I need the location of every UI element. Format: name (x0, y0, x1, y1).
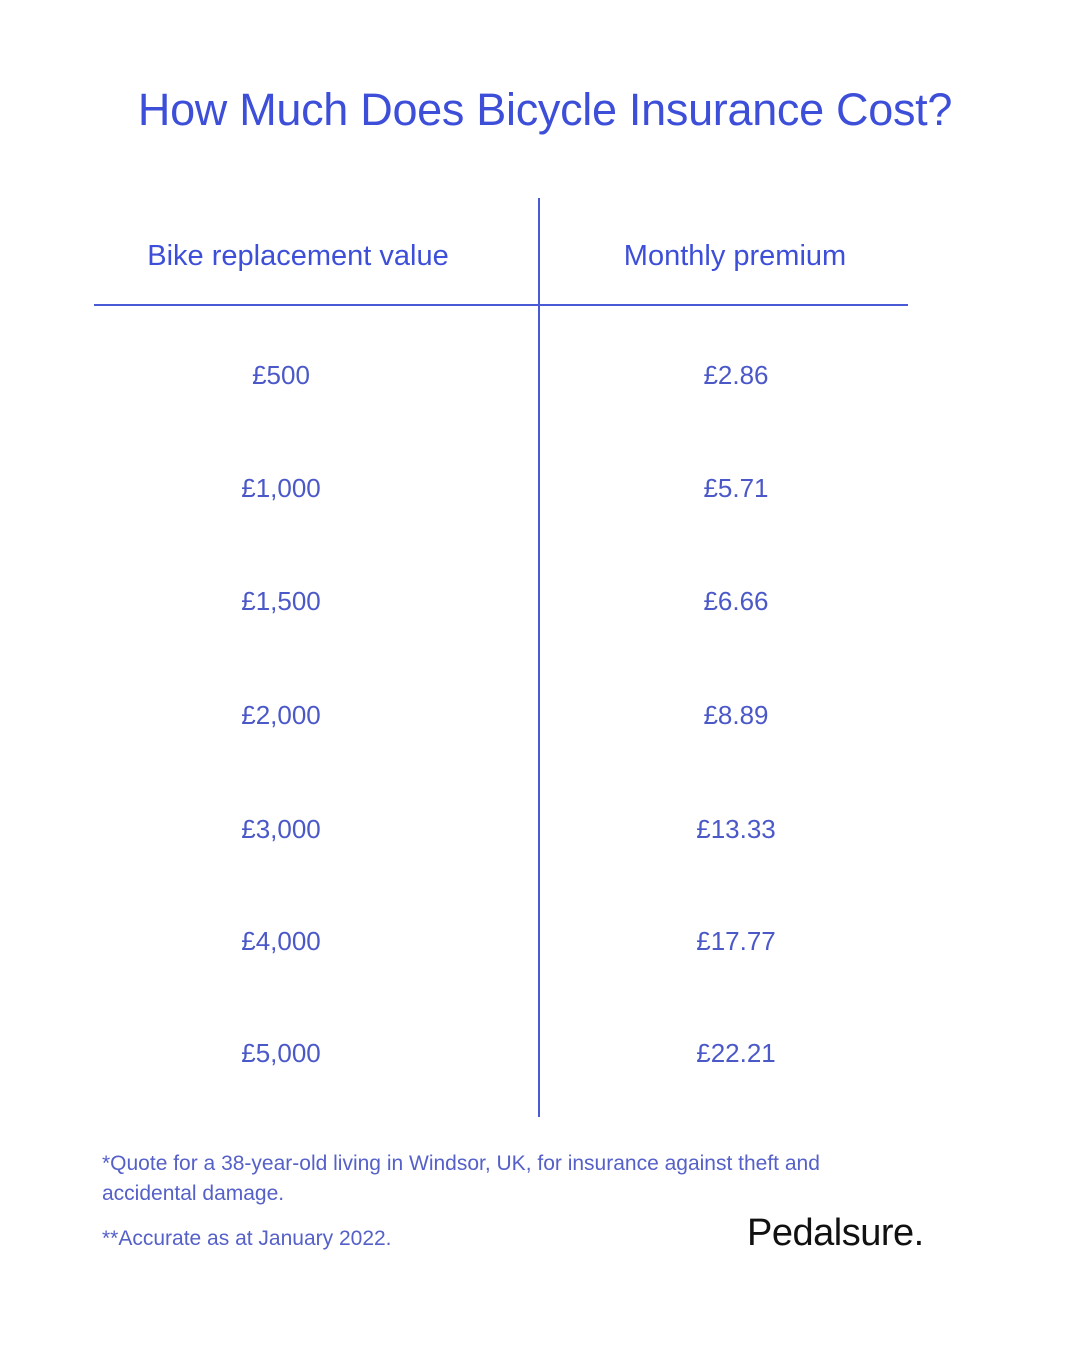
table-row (0, 814, 1080, 854)
footnote-quote: *Quote for a 38-year-old living in Windsor, UK, for insurance against theft and accidental damage. (102, 1152, 820, 1205)
page-title: How Much Does Bicycle Insurance Cost? (137, 84, 953, 135)
replacement-value-cell: £500 (252, 360, 310, 390)
monthly-premium-cell: £6.66 (703, 586, 769, 616)
monthly-premium-cell: £2.86 (703, 360, 769, 390)
footnote-accuracy: **Accurate as at January 2022. (102, 1227, 392, 1250)
table-row (0, 700, 1080, 740)
replacement-value-cell: £1,500 (241, 586, 321, 616)
replacement-value-cell: £3,000 (241, 814, 321, 844)
monthly-premium-cell: £13.33 (696, 814, 776, 844)
table-row (0, 586, 1080, 626)
monthly-premium-cell: £5.71 (703, 473, 769, 503)
monthly-premium-cell: £17.77 (696, 926, 776, 956)
table-row (0, 360, 1080, 400)
replacement-value-cell: £4,000 (241, 926, 321, 956)
monthly-premium-cell: £8.89 (703, 700, 769, 730)
table-header-divider (94, 304, 908, 306)
replacement-value-cell: £1,000 (241, 473, 321, 503)
table-row (0, 1038, 1080, 1078)
table-column-divider (538, 198, 540, 1117)
monthly-premium-cell: £22.21 (696, 1038, 776, 1068)
column-header-replacement-value: Bike replacement value (147, 240, 449, 272)
replacement-value-cell: £5,000 (241, 1038, 321, 1068)
table-row (0, 926, 1080, 966)
brand-logo: Pedalsure. (747, 1212, 924, 1254)
column-header-monthly-premium: Monthly premium (623, 240, 847, 272)
replacement-value-cell: £2,000 (241, 700, 321, 730)
table-row (0, 473, 1080, 513)
